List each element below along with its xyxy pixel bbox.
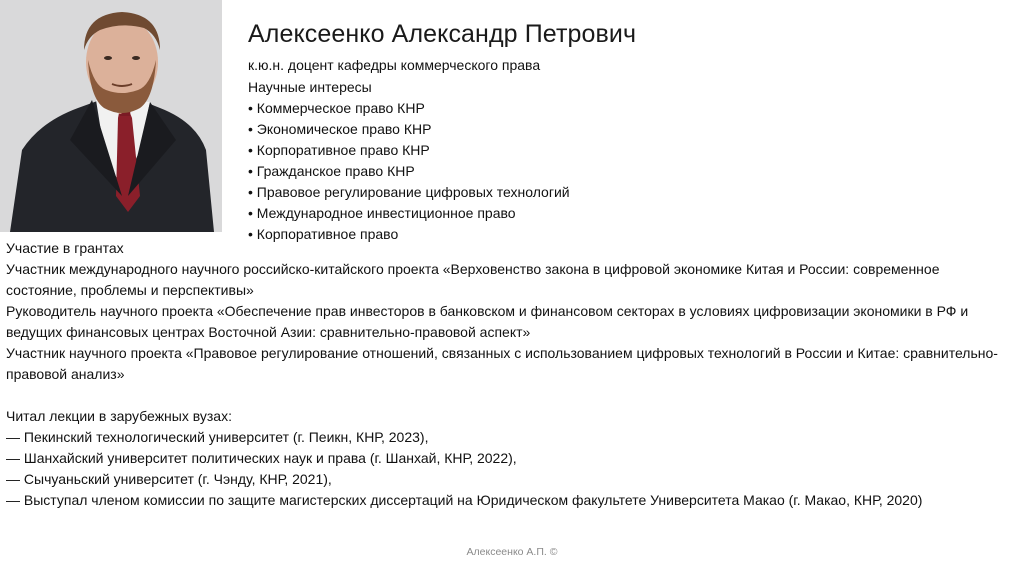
interest-item: • Коммерческое право КНР [248,98,570,119]
lecture-item: — Сычуаньский университет (г. Чэнду, КНР, 2021), [6,471,332,487]
grant-item: Участник научного проекта «Правовое регулирование отношений, связанных с использованием цифровых технологий в России и Китае: сравнительно-правовой анализ» [6,345,998,382]
grants-title: Участие в грантах [6,240,124,256]
interest-item: • Гражданское право КНР [248,161,570,182]
lectures-title: Читал лекции в зарубежных вузах: [6,408,232,424]
lecture-item: — Пекинский технологический университет (г. Пеикн, КНР, 2023), [6,429,429,445]
interests-list [248,98,570,245]
interest-item: • Корпоративное право КНР [248,140,570,161]
research-interests [248,77,570,245]
interest-item: • Правовое регулирование цифровых технологий [248,182,570,203]
person-name: Алексеенко Александр Петрович [248,20,637,48]
footer-credit: Алексеенко А.П. © [466,546,558,558]
interests-title: Научные интересы [248,79,372,95]
profile-photo [0,0,222,232]
grant-item: Участник международного научного российско-китайского проекта «Верховенство закона в цифровой экономике Китая и России: современное состояние, проблемы и перспективы» [6,261,940,298]
interest-item: • Корпоративное право [248,224,570,245]
academic-position: к.ю.н. доцент кафедры коммерческого права [248,57,541,73]
details-section [6,238,1006,511]
lecture-item: — Шанхайский университет политических наук и права (г. Шанхай, КНР, 2022), [6,450,517,466]
interest-item: • Международное инвестиционное право [248,203,570,224]
interest-item: • Экономическое право КНР [248,119,570,140]
spacer [6,385,1006,406]
lecture-item: — Выступал членом комиссии по защите магистерских диссертаций на Юридическом факультете Университета Макао (г. Макао, КНР, 2020) [6,492,923,508]
grant-item: Руководитель научного проекта «Обеспечение прав инвесторов в банковском и финансовом секторах в условиях цифровизации экономики в РФ и ведущих финансовых центрах Восточной Азии: сравнительно-правовой аспект» [6,303,969,340]
